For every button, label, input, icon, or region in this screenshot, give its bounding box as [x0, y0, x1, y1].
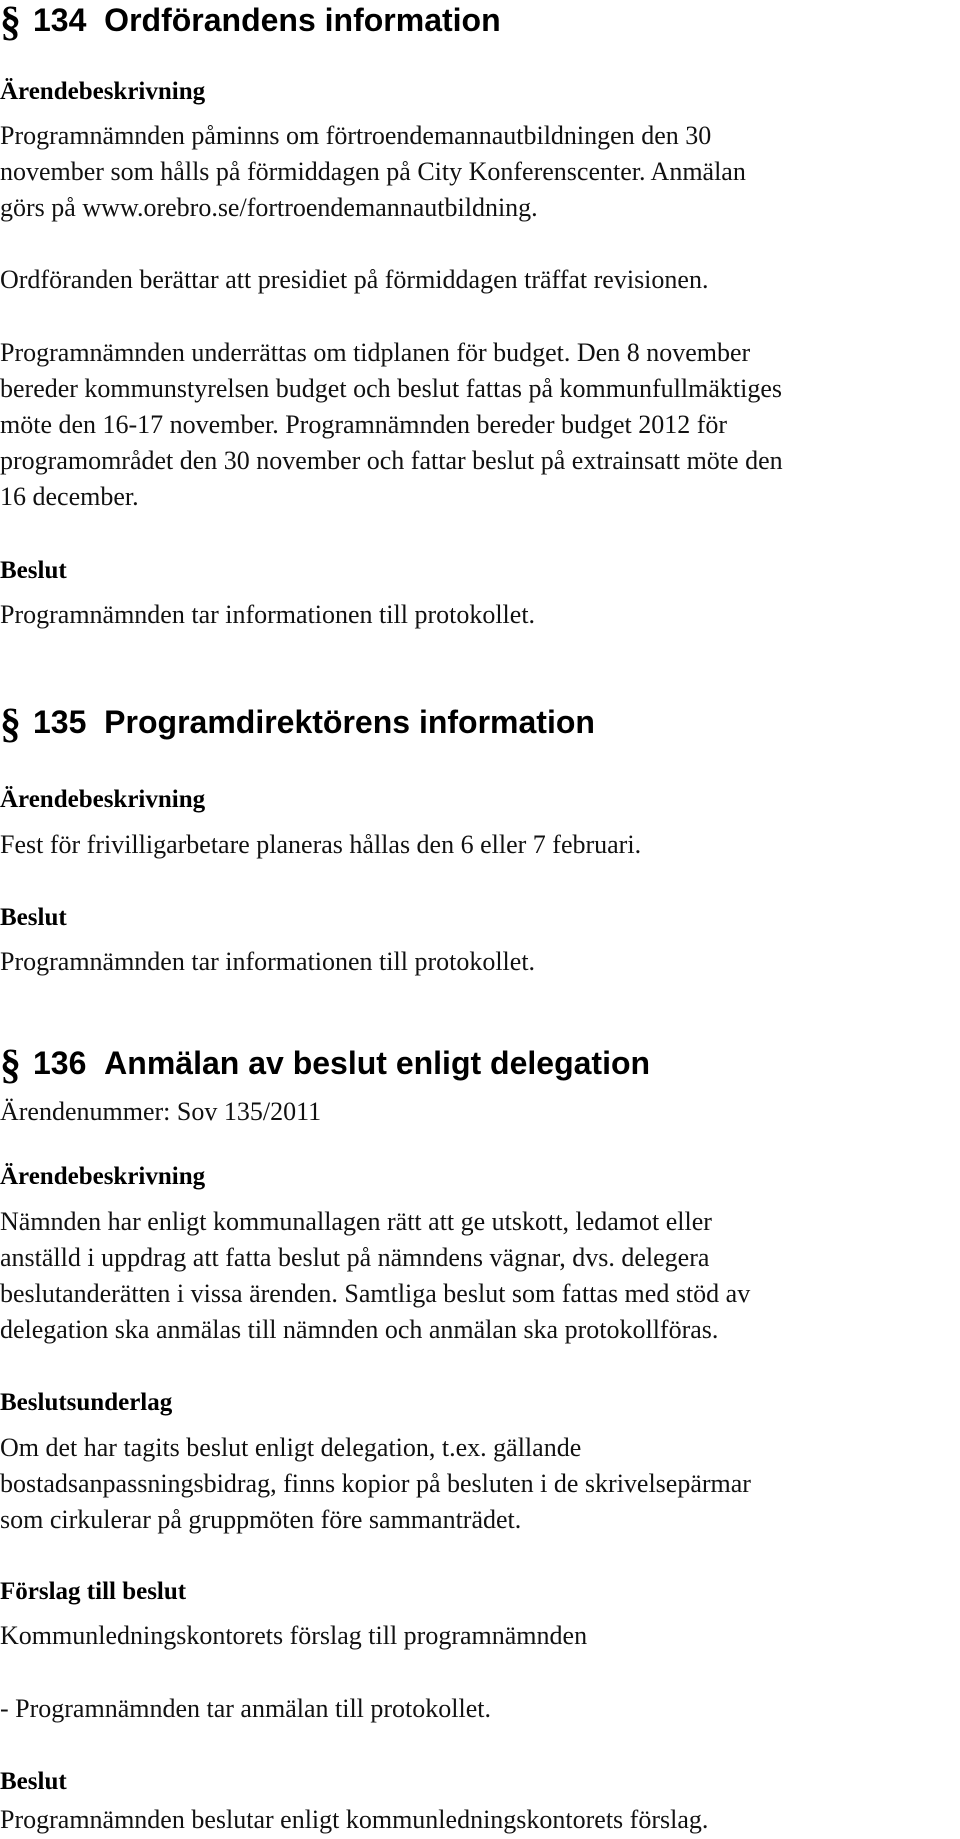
section-title: Programdirektörens information [104, 704, 595, 740]
section-134-heading [0, 0, 501, 45]
decision-heading: Beslut [0, 557, 67, 584]
case-line: Nämnden har enligt kommunallagen rätt att ge utskott, ledamot eller [0, 1207, 712, 1236]
decision-text: Programnämnden tar informationen till protokollet. [0, 600, 536, 629]
decision-text: Programnämnden tar informationen till protokollet. [0, 947, 536, 976]
proposal-heading: Förslag till beslut [0, 1578, 187, 1605]
paragraph-symbol-icon: § [0, 1042, 21, 1088]
proposal-text: Kommunledningskontorets förslag till programnämnden [0, 1621, 588, 1650]
decision-text: Programnämnden beslutar enligt kommunledningskontorets förslag. [0, 1805, 709, 1834]
proposal-item: - Programnämnden tar anmälan till protokollet. [0, 1694, 491, 1723]
section-number: 135 [33, 704, 87, 740]
basis-line: Om det har tagits beslut enligt delegation, t.ex. gällande [0, 1433, 582, 1462]
basis-line: bostadsanpassningsbidrag, finns kopior på besluten i de skrivelsepärmar [0, 1469, 751, 1498]
case-number: Ärendenummer: Sov 135/2011 [0, 1097, 322, 1126]
case-description-heading: Ärendebeskrivning [0, 1163, 206, 1190]
case-description-heading: Ärendebeskrivning [0, 786, 206, 813]
section-title: Anmälan av beslut enligt delegation [104, 1045, 651, 1081]
case-line: Programnämnden påminns om förtroendemannautbildningen den 30 [0, 121, 712, 150]
decision-heading: Beslut [0, 1768, 67, 1795]
decision-heading: Beslut [0, 904, 67, 931]
case-line: bereder kommunstyrelsen budget och beslut fattas på kommunfullmäktiges [0, 374, 782, 403]
section-number: 134 [33, 2, 87, 38]
section-136-heading [0, 1042, 651, 1088]
case-description-heading: Ärendebeskrivning [0, 78, 206, 105]
case-line: delegation ska anmälas till nämnden och anmälan ska protokollföras. [0, 1315, 719, 1344]
case-text: Fest för frivilligarbetare planeras hållas den 6 eller 7 februari. [0, 830, 642, 859]
case-line: görs på www.orebro.se/fortroendemannautbildning. [0, 193, 538, 222]
decision-basis-heading: Beslutsunderlag [0, 1389, 173, 1416]
case-line: beslutanderätten i vissa ärenden. Samtliga beslut som fattas med stöd av [0, 1279, 751, 1308]
case-line: Ordföranden berättar att presidiet på förmiddagen träffat revisionen. [0, 265, 709, 294]
case-line: 16 december. [0, 482, 139, 511]
case-line: anställd i uppdrag att fatta beslut på nämndens vägnar, dvs. delegera [0, 1243, 710, 1272]
case-line: Programnämnden underrättas om tidplanen för budget. Den 8 november [0, 338, 751, 367]
section-title: Ordförandens information [104, 2, 501, 38]
paragraph-symbol-icon: § [0, 0, 21, 45]
case-line: november som hålls på förmiddagen på City Konferenscenter. Anmälan [0, 157, 746, 186]
section-number: 136 [33, 1045, 87, 1081]
section-135-heading [0, 701, 595, 747]
basis-line: som cirkulerar på gruppmöten före sammanträdet. [0, 1505, 522, 1534]
case-line: programområdet den 30 november och fattar beslut på extrainsatt möte den [0, 446, 783, 475]
case-line: möte den 16-17 november. Programnämnden bereder budget 2012 för [0, 410, 728, 439]
paragraph-symbol-icon: § [0, 701, 21, 747]
